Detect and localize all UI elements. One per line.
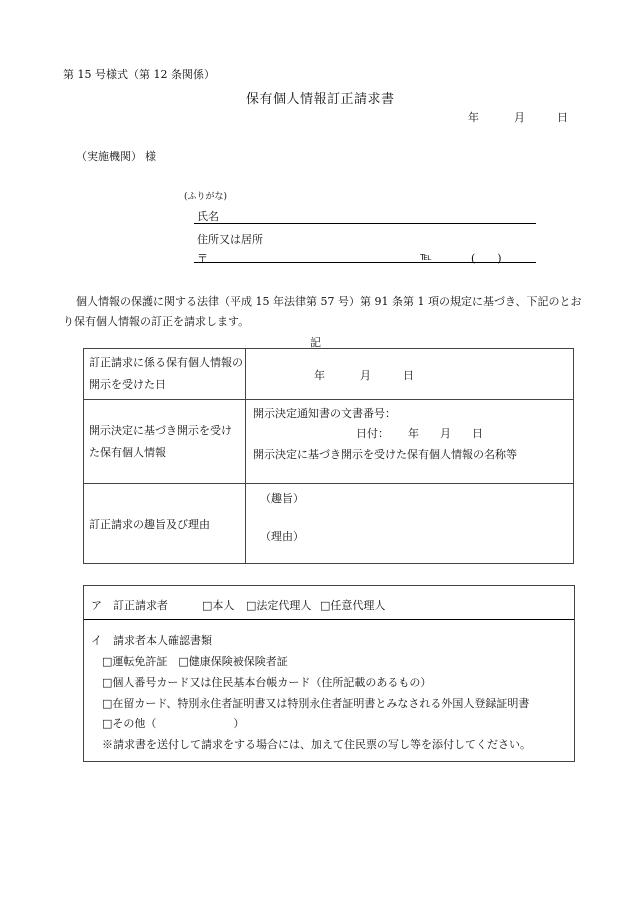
id-docs-line1[interactable]: □運転免許証 □健康保険被保険者証 [102, 655, 288, 668]
disclosed-info-field[interactable] [246, 400, 574, 484]
form-number: 第 15 号様式（第 12 条関係） [63, 68, 215, 81]
row2-date-label: 日付： [356, 427, 389, 440]
id-docs-note: ※請求書を送付して請求をする場合には、加えて住民票の写し等を添付してください。 [102, 738, 531, 751]
table-label-cell [84, 400, 246, 484]
table-row-disclosed-info [84, 400, 574, 484]
address-label: 住所又は居所 [197, 233, 263, 246]
section-divider [84, 619, 574, 620]
row1-day: 日 [403, 369, 414, 382]
id-docs-line2[interactable]: □個人番号カード又は住民基本台帳カード（住所記載のあるもの） [102, 676, 432, 689]
tel-label: ℡ [420, 250, 432, 263]
body-text-line1: 個人情報の保護に関する法律（平成 15 年法律第 57 号）第 91 条第 1 項の規定に基づき、下記のとお [76, 295, 582, 308]
tel-parens: ( ) [471, 252, 502, 265]
row2-label-line2: た保有個人情報 [89, 445, 166, 459]
id-docs-line4[interactable]: □その他（ ） [102, 717, 245, 730]
row3-reason: （理由） [260, 530, 304, 543]
ki-label: 記 [310, 336, 321, 349]
row1-label-line2: 開示を受けた日 [89, 378, 166, 391]
date-month-label: 月 [514, 111, 525, 124]
postal-mark: 〒 [197, 252, 208, 265]
date-day-label: 日 [557, 111, 568, 124]
disclosure-date-field[interactable] [246, 349, 574, 400]
row1-year: 年 [314, 369, 325, 382]
table-row-purpose-reason [84, 484, 574, 564]
row1-month: 月 [360, 369, 371, 382]
name-input-line[interactable] [194, 223, 536, 224]
row2-name-label: 開示決定に基づき開示を受けた保有個人情報の名称等 [253, 448, 517, 461]
table-label-cell [84, 349, 246, 400]
table-row-disclosure-date [84, 349, 574, 400]
option-voluntary-agent-checkbox[interactable]: □任意代理人 [320, 599, 386, 612]
purpose-reason-field[interactable] [246, 484, 574, 564]
row1-label-line1: 訂正請求に係る保有個人情報の [89, 356, 243, 369]
furigana-label: (ふりがな) [184, 192, 228, 202]
request-table [83, 348, 574, 564]
row2-month: 月 [440, 427, 451, 440]
row2-year: 年 [408, 427, 419, 440]
agency-label: （実施機関） [76, 150, 142, 163]
section-i-label: イ 請求者本人確認書類 [91, 634, 212, 647]
option-principal-checkbox[interactable]: □本人 [202, 599, 235, 612]
option-legal-agent-checkbox[interactable]: □法定代理人 [246, 599, 312, 612]
name-label: 氏名 [197, 210, 219, 223]
address-input-line[interactable] [194, 262, 536, 263]
table-label-cell [84, 484, 246, 564]
date-year-label: 年 [468, 111, 479, 124]
section-a-label: ア 訂正請求者 [91, 599, 168, 612]
id-docs-line3[interactable]: □在留カード、特別永住者証明書又は特別永住者証明書とみなされる外国人登録証明書 [102, 697, 530, 710]
row2-label-line1: 開示決定に基づき開示を受け [89, 423, 232, 437]
honorific-label: 様 [145, 150, 156, 163]
row2-doc-number: 開示決定通知書の文書番号： [253, 407, 396, 420]
row3-purpose: （趣旨） [260, 492, 304, 505]
row2-day: 日 [472, 427, 483, 440]
row3-label: 訂正請求の趣旨及び理由 [89, 517, 210, 531]
body-text-line2: り保有個人情報の訂正を請求します。 [63, 315, 250, 328]
page-title: 保有個人情報訂正請求書 [246, 92, 395, 107]
